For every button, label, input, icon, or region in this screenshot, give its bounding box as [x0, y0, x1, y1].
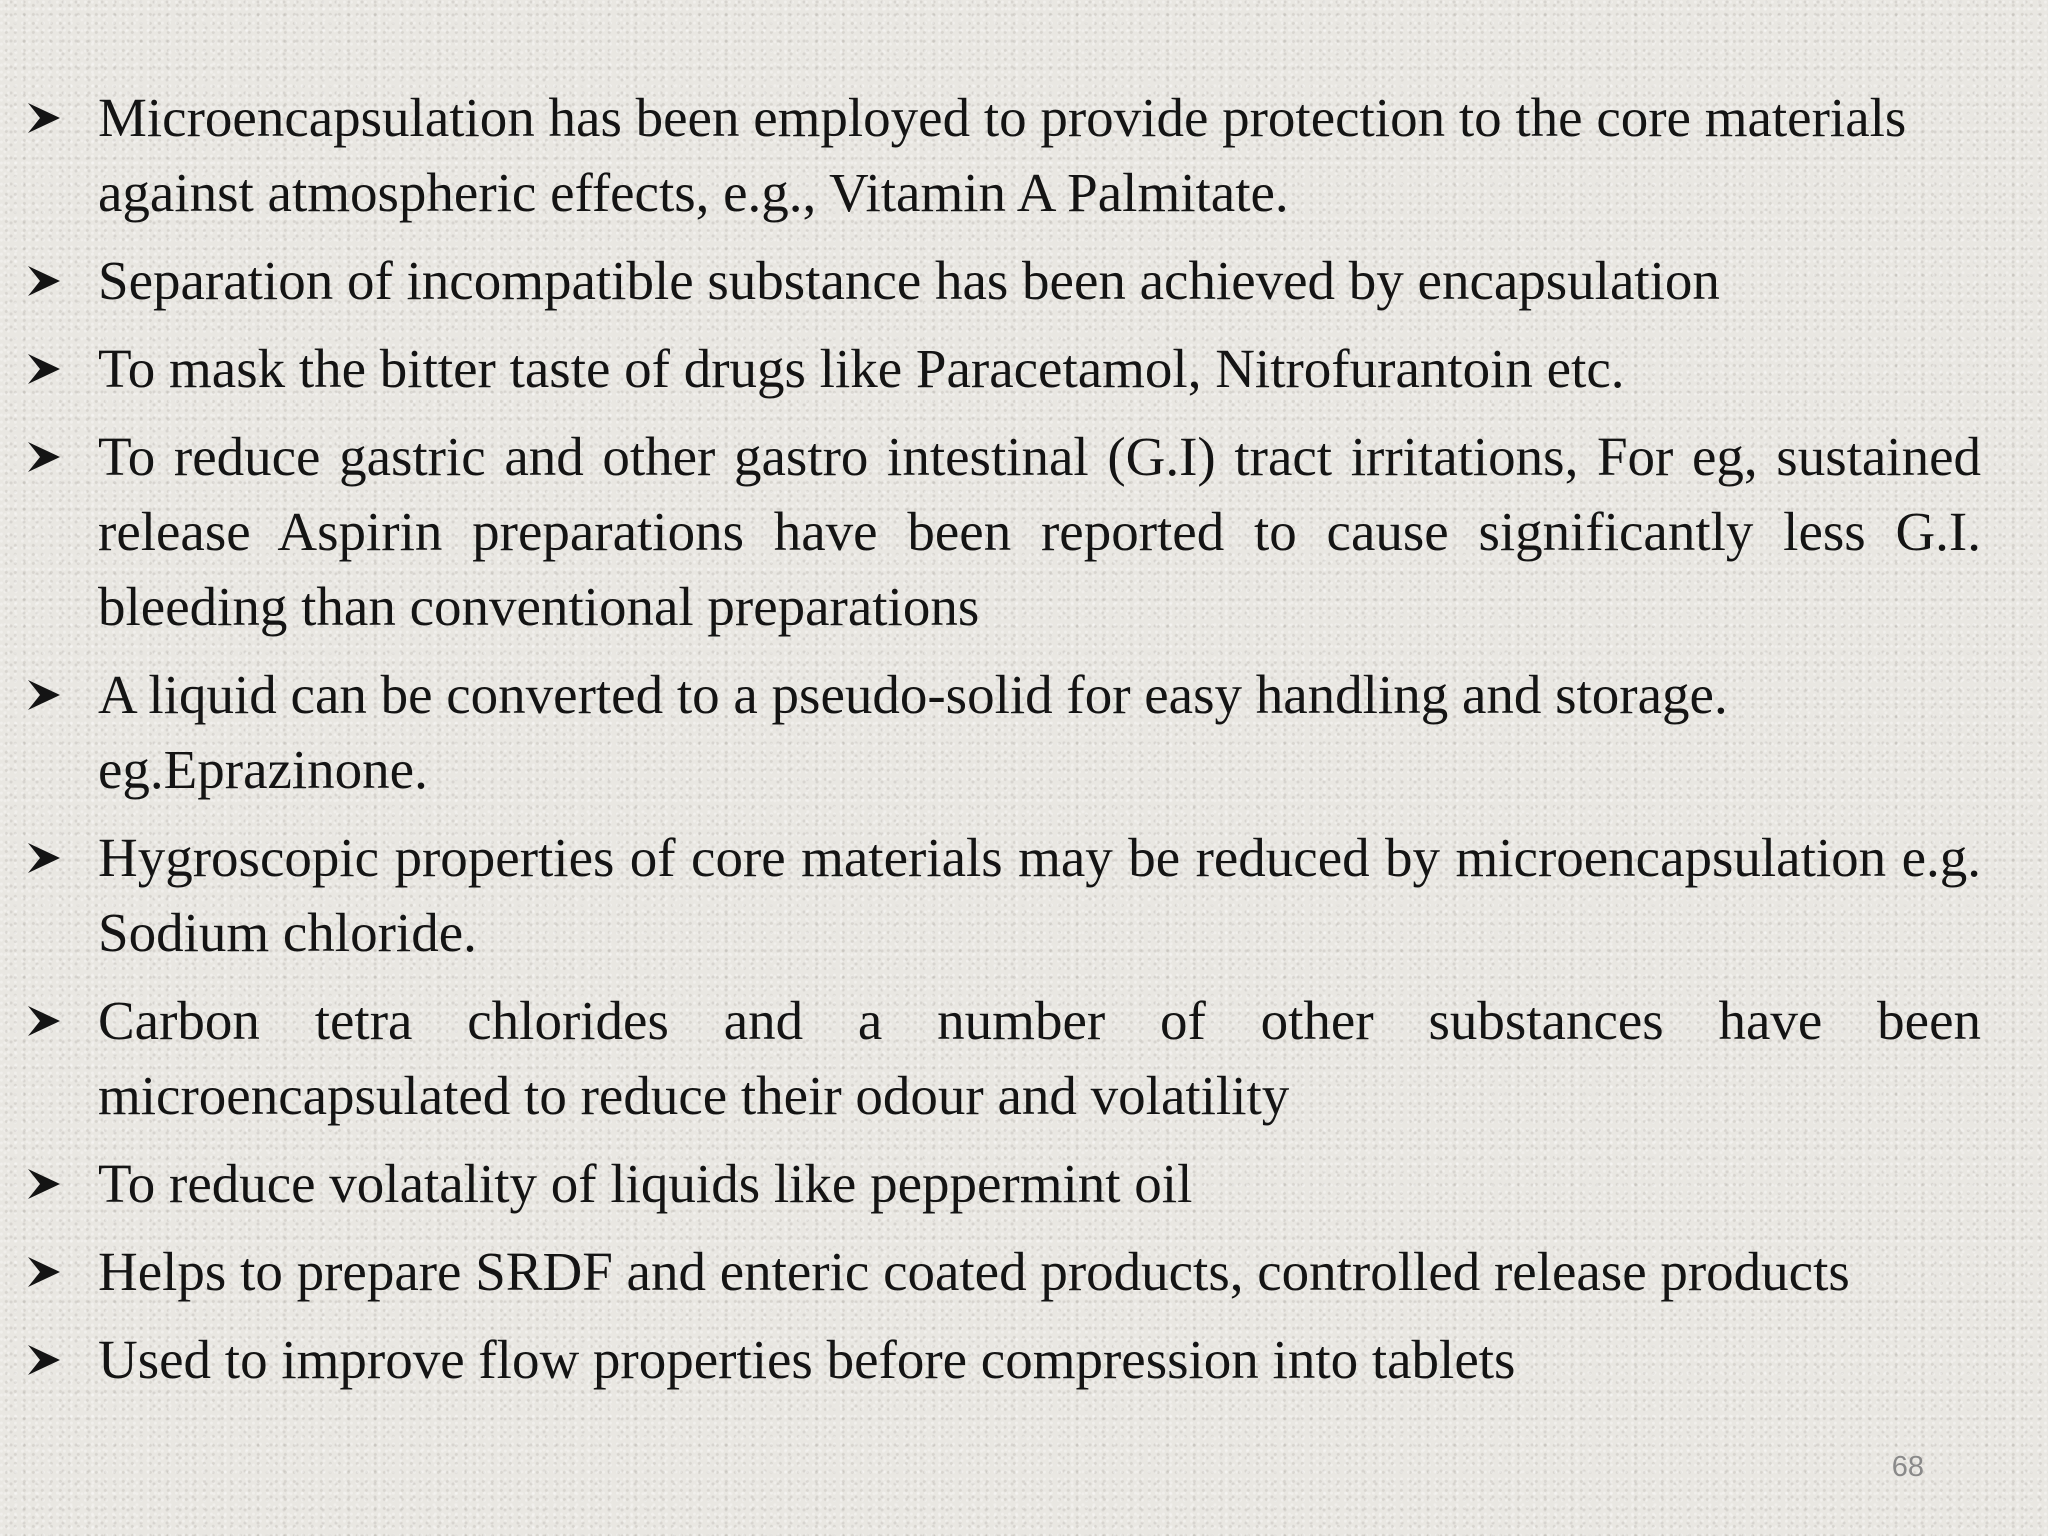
bullet-text: Microencapsulation has been employed to provide protection to the core materials against atmospheric effects, e.g., Vitamin A Palmitate.	[98, 87, 1907, 223]
bullet-text: Carbon tetra chlorides and a number of other substances have been microencapsulated to reduce their odour and volatility	[98, 990, 1981, 1126]
bullet-text: To reduce volatality of liquids like peppermint oil	[98, 1153, 1193, 1214]
bullet-text: To mask the bitter taste of drugs like Paracetamol, Nitrofurantoin etc.	[98, 338, 1625, 399]
bullet-item	[26, 1322, 1981, 1397]
arrowhead-bullet-icon	[26, 820, 98, 895]
bullet-item	[26, 820, 1981, 970]
page-number: 68	[1891, 1451, 1924, 1483]
arrowhead-bullet-icon	[26, 331, 98, 406]
bullet-text: Used to improve flow properties before compression into tablets	[98, 1329, 1516, 1390]
bullet-text: To reduce gastric and other gastro intestinal (G.I) tract irritations, For eg, sustained release Aspirin preparations have been reported to cause significantly less G.I. bleeding than conventional preparations	[98, 426, 1981, 637]
arrowhead-bullet-icon	[26, 243, 98, 318]
arrowhead-bullet-icon	[26, 1146, 98, 1221]
bullet-item	[26, 419, 1981, 644]
bullet-text: A liquid can be converted to a pseudo-solid for easy handling and storage. eg.Eprazinone.	[98, 664, 1728, 800]
arrowhead-bullet-icon	[26, 1322, 98, 1397]
bullet-item	[26, 1146, 1981, 1221]
bullet-item	[26, 80, 1981, 230]
arrowhead-bullet-icon	[26, 657, 98, 732]
bullet-item	[26, 657, 1981, 807]
arrowhead-bullet-icon	[26, 983, 98, 1058]
arrowhead-bullet-icon	[26, 80, 98, 155]
arrowhead-bullet-icon	[26, 419, 98, 494]
bullet-item	[26, 331, 1981, 406]
bullet-text: Separation of incompatible substance has been achieved by encapsulation	[98, 250, 1720, 311]
bullet-item	[26, 983, 1981, 1133]
bullet-item	[26, 243, 1981, 318]
arrowhead-bullet-icon	[26, 1234, 98, 1309]
bullet-list	[26, 80, 1981, 1397]
bullet-text: Hygroscopic properties of core materials may be reduced by microencapsulation e.g. Sodium chloride.	[98, 827, 1981, 963]
bullet-item	[26, 1234, 1981, 1309]
bullet-text: Helps to prepare SRDF and enteric coated products, controlled release products	[98, 1241, 1850, 1302]
